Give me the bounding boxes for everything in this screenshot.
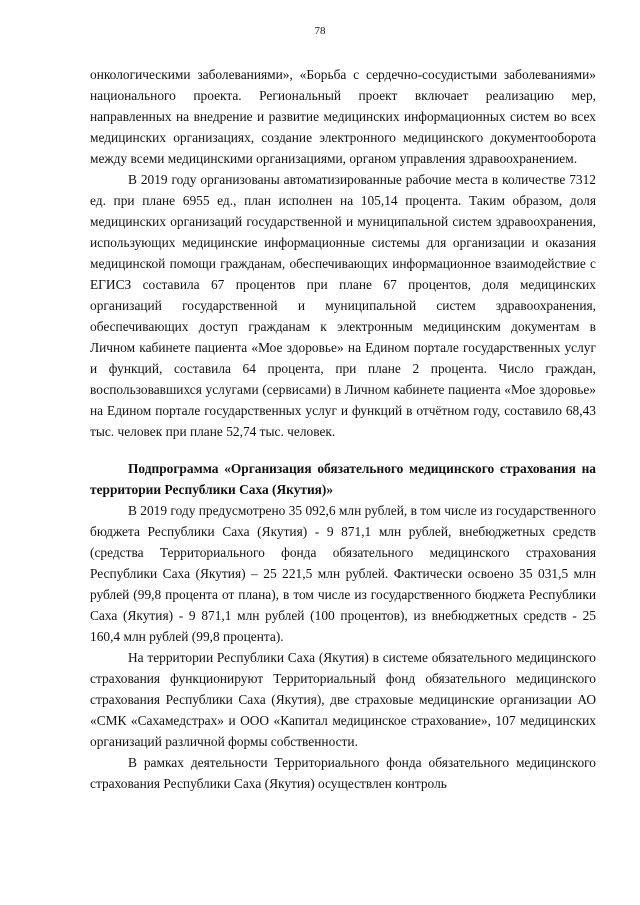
paragraph-funding: В 2019 году предусмотрено 35 092,6 млн рублей, в том числе из государственного бюджета Республики Саха (Якутия) - 9 871,1 млн рублей, внебюджетных средств (средства Территориального фонда обязательного медицинского страхования Республики Саха (Якутия) – 25 221,5 млн рублей. Фактически освоено 35 031,5 млн рублей (99,8 процента от плана), в том числе из государственного бюджета Республики Саха (Якутия) - 9 871,1 млн рублей (100 процентов), из внебюджетных средств - 25 160,4 млн рублей (99,8 процента). — [90, 503, 596, 644]
paragraph-insurance-system: На территории Республики Саха (Якутия) в системе обязательного медицинского страхования функционируют Территориальный фонд обязательного медицинского страхования Республики Саха (Якутия), две страховые медицинские организации АО «СМК «Сахамедстрах» и ООО «Капитал медицинское страхование», 107 медицинских организаций различной формы собственности. — [90, 650, 596, 749]
paragraph-workstations: В 2019 году организованы автоматизированные рабочие места в количестве 7312 ед. при плане 6955 ед., план исполнен на 105,14 процента. Таким образом, доля медицинских организаций государственной и муниципальной систем здравоохранения, использующих медицинские информационные системы для организации и оказания медицинской помощи гражданам, обеспечивающих информационное взаимодействие с ЕГИСЗ составила 67 процентов при плане 67 процентов, доля медицинских организаций государственной и муниципальной систем здравоохранения, обеспечивающих доступ гражданам к электронным медицинским документам в Личном кабинете пациента «Мое здоровье» на Едином портале государственных услуг и функций, составила 64 процента, при плане 2 процента. Число граждан, воспользовавшихся услугами (сервисами) в Личном кабинете пациента «Мое здоровье» на Едином портале государственных услуг и функций в отчётном году, составило 68,43 тыс. человек при плане 52,74 тыс. человек. — [90, 172, 596, 439]
page-number: 78 — [314, 25, 326, 37]
page-content — [90, 64, 596, 794]
paragraph-fund-activity: В рамках деятельности Территориального фонда обязательного медицинского страхования Республики Саха (Якутия) осуществлен контроль — [90, 755, 596, 791]
paragraph-continuation: онкологическими заболеваниями», «Борьба с сердечно-сосудистыми заболеваниями» национального проекта. Региональный проект включает реализацию мер, направленных на внедрение и развитие медицинских информационных систем во всех медицинских организациях, создание электронного медицинского документооборота между всеми медицинскими организациями, органом управления здравоохранением. — [90, 67, 596, 166]
subprogram-heading: Подпрограмма «Организация обязательного медицинского страхования на территории Республики Саха (Якутия)» — [90, 461, 596, 497]
